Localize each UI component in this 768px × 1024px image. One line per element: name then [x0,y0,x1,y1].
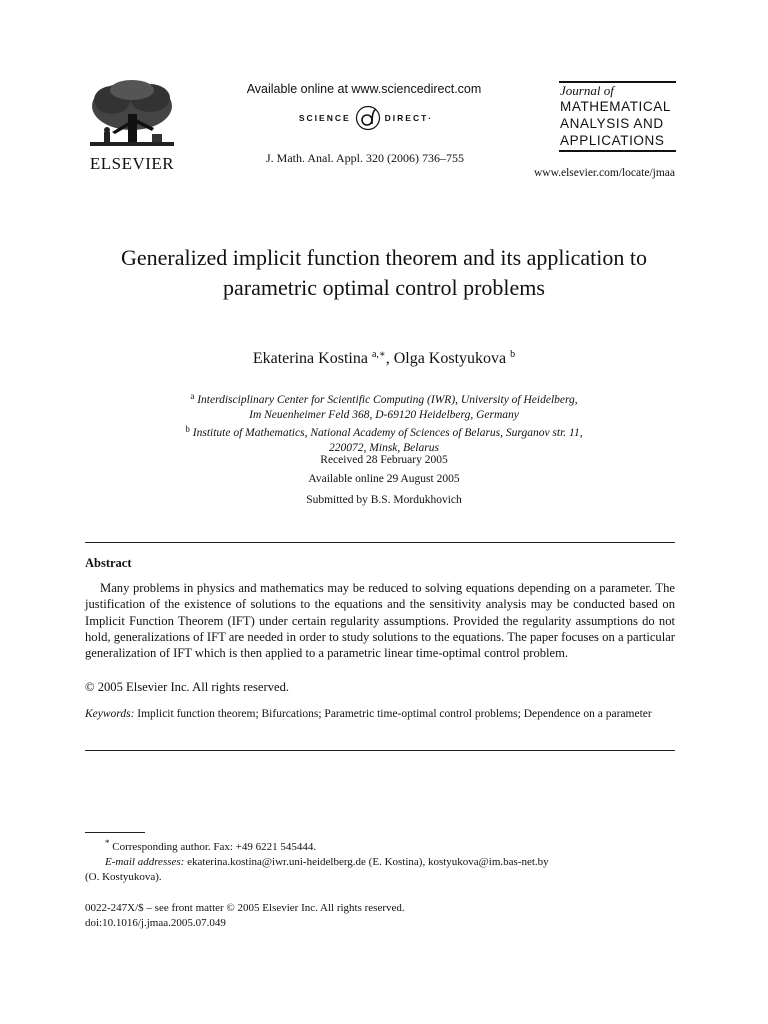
affiliation-mark: b [185,424,190,435]
available-online-text[interactable]: Available online at www.sciencedirect.com [246,82,482,96]
footnotes [85,836,675,885]
abstract-top-rule [85,542,675,543]
affiliation-text: Interdisciplinary Center for Scientific Computing (IWR), University of Heidelberg, [197,394,578,406]
email-label: E-mail addresses: [105,856,185,868]
received-date: Received 28 February 2005 [320,454,448,466]
email-footnote-tail: (O. Kostyukova). [85,871,162,883]
journal-name-line: MATHEMATICAL [560,99,671,114]
affiliation-mark: a [190,391,195,401]
journal-name-line: APPLICATIONS [560,133,665,148]
submitted-by: Submitted by B.S. Mordukhovich [306,494,462,506]
journal-logo [535,81,690,152]
elsevier-tree-icon [82,78,182,152]
abstract-heading: Abstract [85,556,132,570]
keywords-list: Implicit function theorem; Bifurcations; Parametric time-optimal control problems; Dependence on a parameter [137,708,652,720]
affiliation-line: Im Neuenheimer Feld 368, D-69120 Heidelberg, Germany [249,408,519,421]
affiliation-line [120,422,648,441]
author-affiliation-marks: a,∗ [371,349,386,360]
journal-name-line: ANALYSIS AND [560,116,664,131]
available-online-date: Available online 29 August 2005 [308,473,460,485]
affiliation-line: 220072, Minsk, Belarus [329,442,439,455]
journal-citation: J. Math. Anal. Appl. 320 (2006) 736–755 [266,151,464,165]
abstract-copyright: © 2005 Elsevier Inc. All rights reserved. [85,680,290,694]
author-affiliation-marks: b [510,349,516,360]
doi-link[interactable]: doi:10.1016/j.jmaa.2005.07.049 [85,917,226,929]
keywords [85,707,675,722]
email-addresses[interactable]: ekaterina.kostina@iwr.uni-heidelberg.de (E. Kostina), kostyukova@im.bas-net.by [187,856,549,868]
footnote-mark: * [105,838,110,848]
sciencedirect-right-word: DIRECT· [384,113,434,123]
abstract-body: Many problems in physics and mathematics may be reduced to solving equations depending on a parameter. The justification of the existence of solutions to the equations and the sensitivity analysis may be conducted based on Implicit Function Theorem (IFT) under certain regularity assumptions. Provided the regularity assumptions do not hold, generalizations of IFT are needed in order to study solutions to the equations. The paper focuses on a particular generalization of IFT which is then applied to a parametric linear time-optimal control problem. [85,581,675,661]
affiliation-text: Institute of Mathematics, National Academy of Sciences of Belarus, Surganov str. 11, [192,427,583,440]
footnote-rule [85,832,145,833]
publisher-name: ELSEVIER [89,154,175,173]
sciencedirect-d-icon [355,105,381,131]
journal-bottom-rule [559,150,676,152]
affiliations [120,389,648,456]
elsevier-logo [82,78,182,173]
author-separator: , [385,350,394,367]
author-name[interactable]: Ekaterina Kostina [252,350,368,367]
sciencedirect-logo [286,103,446,133]
journal-url-link[interactable]: www.elsevier.com/locate/jmaa [533,167,675,179]
affiliation-line [120,389,648,408]
corresponding-author-footnote [85,836,675,855]
author-name[interactable]: Olga Kostyukova [393,350,507,367]
abstract-bottom-rule [85,750,675,751]
email-footnote [85,855,675,870]
article-title: Generalized implicit function theorem and its application to parametric optimal control problems [120,245,647,300]
corresponding-author-text: Corresponding author. Fax: +49 6221 545444. [112,841,317,853]
journal-of-label: Journal of [560,83,614,98]
author-list [84,349,684,368]
issn-line: 0022-247X/$ – see front matter © 2005 Elsevier Inc. All rights reserved. [85,902,405,914]
sciencedirect-left-word: SCIENCE [298,113,351,123]
keywords-label: Keywords: [85,708,135,720]
